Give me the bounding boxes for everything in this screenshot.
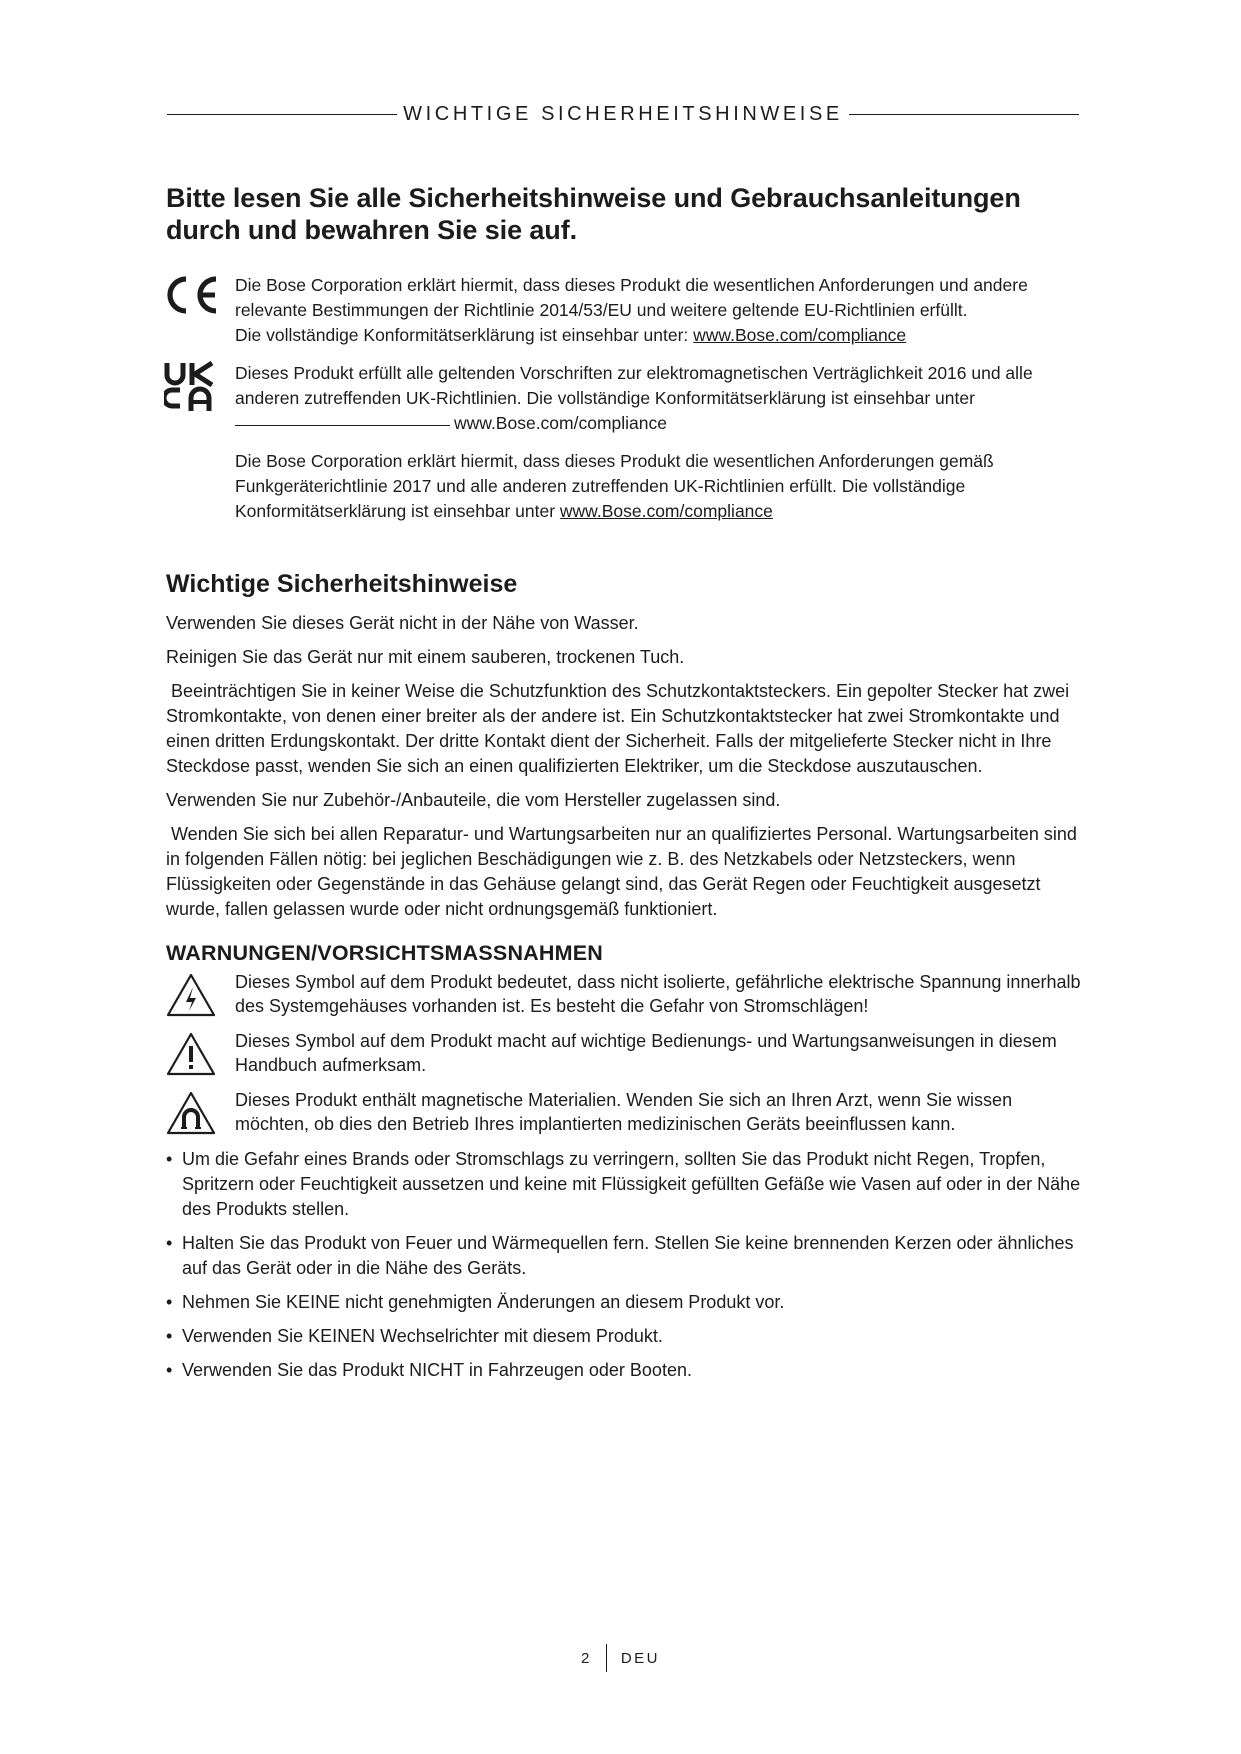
ce-declaration (235, 323, 1082, 348)
warnings-title: WARNUNGEN/VORSICHTSMASSNAHMEN (166, 941, 604, 965)
list-item: • Verwenden Sie KEINEN Wechselrichter mit diesem Produkt. (166, 1324, 1082, 1349)
ukca-mark-icon (164, 361, 220, 420)
list-item: • Um die Gefahr eines Brands oder Stromschlags zu verringern, sollten Sie das Produkt nicht Regen, Tropfen, Spritzern oder Feuchtigkeit aussetzen und keine mit Flüssigkeit gefüllten Gefäße wie Vasen auf oder in der Nähe des Produkts stellen. (166, 1147, 1082, 1222)
warning-symbol-row (166, 1088, 1082, 1136)
ukca-declaration (235, 411, 1082, 436)
exclamation-warning-icon (165, 1031, 217, 1083)
safety-paragraph: Verwenden Sie nur Zubehör-/Anbauteile, die vom Hersteller zugelassen sind. (166, 790, 781, 810)
ce-compliance-link[interactable]: www.Bose.com/compliance (693, 325, 907, 345)
ce-declaration-prefix: Die vollständige Konformitätserklärung ist einsehbar unter: (235, 325, 694, 345)
warning-symbol-text: Dieses Symbol auf dem Produkt bedeutet, dass nicht isolierte, gefährliche elektrische Spannung innerhalb des Systemgehäuses vorhanden ist. Es besteht die Gefahr von Stromschlägen! (235, 972, 1081, 1016)
safety-paragraph: Wenden Sie sich bei allen Reparatur- und Wartungsarbeiten nur an qualifiziertes Personal. Wartungsarbeiten sind in folgenden Fällen nötig: bei jeglichen Beschädigungen wie z. B. des Netzkabels oder Netzsteckers, wenn Flüssigkeiten oder Gegenstände in das Gehäuse gelangt sind, das Gerät Regen oder Feuchtigkeit ausgesetzt wurde, fallen gelassen wurde oder nicht ordnungsgemäß funktioniert. (166, 824, 1082, 919)
warning-symbol-text: Dieses Produkt enthält magnetische Materialien. Wenden Sie sich an Ihren Arzt, wenn Sie wissen möchten, ob dies den Betrieb Ihres implantierten medizinischen Geräts beeinflussen kann. (235, 1090, 1013, 1134)
list-item: • Verwenden Sie das Produkt NICHT in Fahrzeugen oder Booten. (166, 1358, 1082, 1383)
safety-paragraph: Verwenden Sie dieses Gerät nicht in der Nähe von Wasser. (166, 613, 639, 633)
list-item: • Nehmen Sie KEINE nicht genehmigten Änderungen an diesem Produkt vor. (166, 1290, 1082, 1315)
safety-paragraph: Beeinträchtigen Sie in keiner Weise die Schutzfunktion des Schutzkontaktsteckers. Ein gepolter Stecker hat zwei Stromkontakte, von denen einer breiter als der andere ist. Ein Schutzkontaktstecker hat zwei Stromkontakte und einen dritten Erdungskontakt. Der dritte Kontakt dient der Sicherheit. Falls der mitgelieferte Stecker nicht in Ihre Steckdose passt, wenden Sie sich an einen qualifizierten Elektriker, um die Steckdose auszutauschen. (166, 681, 1075, 776)
radio-compliance-link[interactable]: www.Bose.com/compliance (559, 501, 773, 521)
magnet-warning-icon (165, 1090, 217, 1142)
main-content (166, 182, 1082, 1383)
safety-title: Wichtige Sicherheitshinweise (166, 570, 518, 598)
radio-compliance-block (166, 449, 1082, 524)
warning-symbol-row (166, 1029, 1082, 1077)
page-number: 2 (580, 1649, 592, 1667)
safety-paragraph: Reinigen Sie das Gerät nur mit einem sauberen, trockenen Tuch. (166, 647, 685, 667)
running-header (167, 103, 1079, 126)
ukca-compliance-link[interactable]: www.Bose.com/compliance (454, 413, 667, 433)
warnings-bullet-list (166, 1147, 1082, 1383)
header-title: WICHTIGE SICHERHEITSHINWEISE (403, 103, 843, 125)
intro-heading: Bitte lesen Sie alle Sicherheitshinweise und Gebrauchsanleitungen durch und bewahren Sie sie auf. (166, 183, 1021, 245)
radio-statement-text: Die Bose Corporation erklärt hiermit, dass dieses Produkt die wesentlichen Anforderungen gemäß Funkgeräterichtlinie 2017 und alle anderen zutreffenden UK-Richtlinien erfüllt. Die vollständige Konformitätserklärung ist einsehbar unter (235, 451, 994, 521)
warning-symbol-text: Dieses Symbol auf dem Produkt macht auf wichtige Bedienungs- und Wartungsanweisungen in diesem Handbuch aufmerksam. (235, 1031, 1057, 1075)
warning-symbol-row (166, 970, 1082, 1018)
language-code: DEU (620, 1649, 660, 1667)
header-rule-right (849, 114, 1079, 115)
footer-divider (606, 1644, 607, 1672)
blank-underline (235, 425, 450, 426)
page-footer (0, 1644, 1241, 1672)
ce-mark-icon (164, 273, 220, 324)
ce-compliance-block (166, 273, 1082, 348)
radio-statement (235, 449, 1082, 524)
ukca-statement: Dieses Produkt erfüllt alle geltenden Vorschriften zur elektromagnetischen Verträglichkeit 2016 und alle anderen zutreffenden UK-Richtlinien. Die vollständige Konformitätserklärung ist einsehbar unter (235, 363, 1033, 408)
ce-statement: Die Bose Corporation erklärt hiermit, dass dieses Produkt die wesentlichen Anforderungen und andere relevante Bestimmungen der Richtlinie 2014/53/EU und weitere geltende EU-Richtlinien erfüllt. (235, 275, 1028, 320)
list-item: • Halten Sie das Produkt von Feuer und Wärmequellen fern. Stellen Sie keine brennenden Kerzen oder ähnliches auf das Gerät oder in die Nähe des Geräts. (166, 1231, 1082, 1281)
electric-shock-warning-icon (165, 972, 217, 1024)
header-rule-left (167, 114, 397, 115)
ukca-compliance-block (166, 361, 1082, 436)
